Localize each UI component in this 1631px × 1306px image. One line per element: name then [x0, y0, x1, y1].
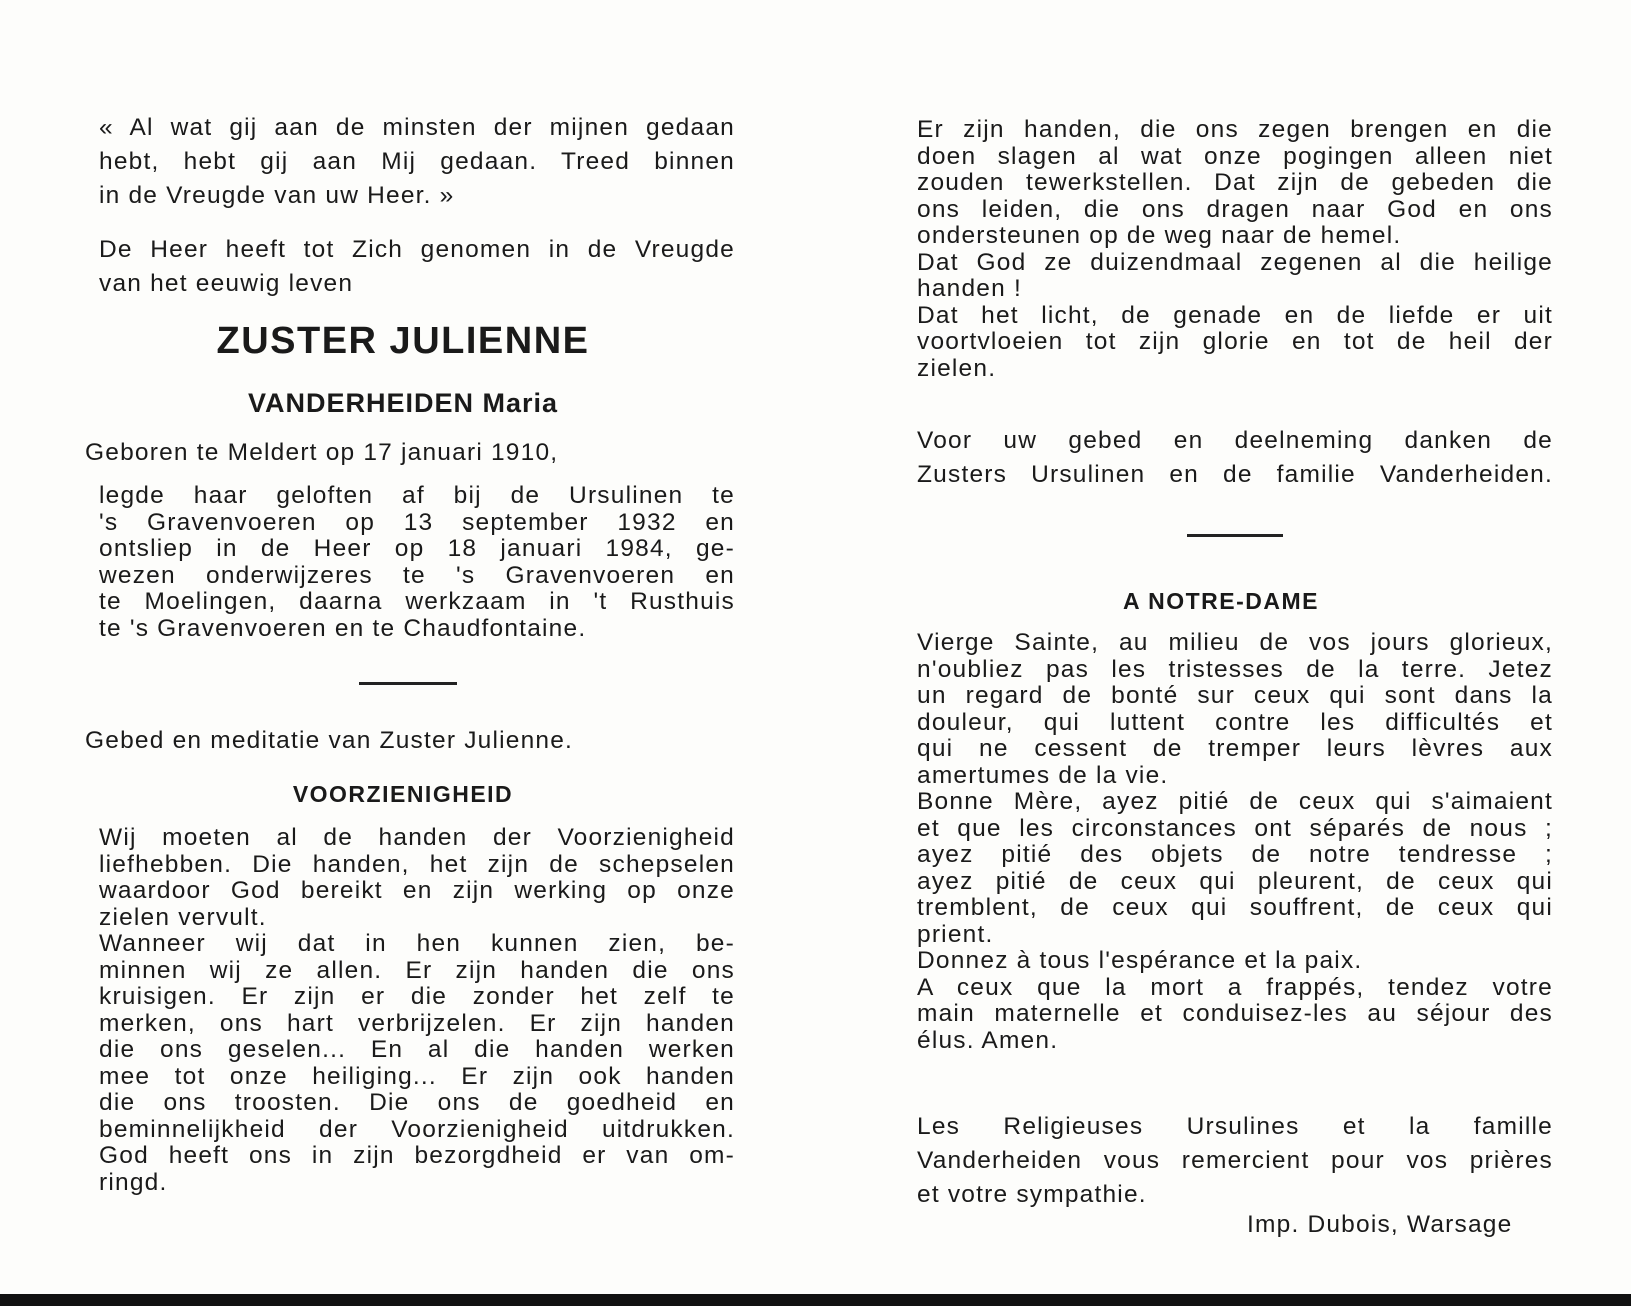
bio-line: te 's Gravenvoeren en te Chaudfontaine. [99, 614, 587, 642]
fr-line: amertumes de la vie. [917, 761, 1169, 789]
thanks-dutch [917, 424, 1553, 492]
prayer-line: Dat God ze duizendmaal zegenen al die heilige [917, 248, 1553, 276]
french-prayer-heading: A NOTRE-DAME [1122, 588, 1320, 614]
prayer-line: zielen vervult. [99, 903, 267, 931]
prayer-line: voortvloeien tot zijn glorie en tot de heil der [917, 328, 1553, 355]
prayer-line: waardoor God bereikt en zijn werking op onze [99, 877, 735, 904]
fr-line: qui ne cessent de tremper leurs lèvres aux [917, 735, 1553, 762]
prayer-line: merken, ons hart verbrijzelen. Er zijn handen [99, 1009, 735, 1037]
thanks-line: Voor uw gebed en deelneming danken de [917, 427, 1553, 454]
fr-line: main maternelle et conduisez-les au séjour des [917, 1000, 1553, 1027]
prayer-text [99, 825, 735, 1196]
french-prayer [917, 630, 1553, 1054]
fr-line: A ceux que la mort a frappés, tendez votre [917, 973, 1553, 1001]
thanks-line: Vanderheiden vous remercient pour vos prières [917, 1147, 1553, 1174]
fr-line: Vierge Sainte, au milieu de vos jours glorieux, [917, 629, 1553, 656]
prayer-line: ondersteunen op de weg naar de hemel. [917, 222, 1402, 249]
prayer-line: Wanneer wij dat in hen kunnen zien, be- [99, 930, 735, 957]
deceased-name-title: ZUSTER JULIENNE [216, 320, 590, 362]
prayer-line: zouden tewerkstellen. Dat zijn de gebeden die [917, 169, 1553, 196]
fr-line: ayez pitié de ceux qui pleurent, de ceux qui [917, 867, 1553, 895]
prayer-line: die ons troosten. Die ons de goedheid en [99, 1089, 735, 1116]
prayer-intro: Gebed en meditatie van Zuster Julienne. [85, 727, 574, 754]
bio-line: 's Gravenvoeren op 13 september 1932 en [99, 508, 735, 536]
intro-line: van het eeuwig leven [99, 270, 354, 297]
fr-line: un regard de bonté sur ceux qui sont dans la [917, 682, 1553, 709]
prayer-line: beminnelijkheid der Voorzienigheid uitdrukken. [99, 1115, 735, 1143]
birth-line: Geboren te Meldert op 17 januari 1910, [85, 439, 559, 466]
prayer-line: mee tot onze heiliging... Er zijn ook handen [99, 1062, 735, 1090]
fr-line: prient. [917, 920, 994, 948]
prayer-line: minnen wij ze allen. Er zijn handen die ons [99, 956, 735, 984]
prayer-continuation [917, 117, 1553, 382]
bio-line: wezen onderwijzeres te 's Gravenvoeren en [99, 561, 735, 589]
quote-line: hebt, hebt gij aan Mij gedaan. Treed binnen [99, 148, 735, 175]
thanks-line: Les Religieuses Ursulines et la famille [917, 1113, 1553, 1140]
biography [99, 483, 735, 642]
fr-line: Donnez à tous l'espérance et la paix. [917, 947, 1363, 974]
fr-line: tremblent, de ceux qui souffrent, de ceux qui [917, 894, 1553, 921]
scan-bottom-edge [0, 1294, 1631, 1306]
printer-credit: Imp. Dubois, Warsage [1247, 1211, 1513, 1238]
bio-line: te Moelingen, daarna werkzaam in 't Rusthuis [99, 588, 735, 615]
intro-line: De Heer heeft tot Zich genomen in de Vreugde [99, 236, 735, 263]
prayer-line: die ons geselen... En al die handen werken [99, 1036, 735, 1063]
prayer-line: ringd. [99, 1168, 168, 1196]
prayer-line: zielen. [917, 354, 997, 382]
prayer-line: God heeft ons in zijn bezorgdheid er van om- [99, 1142, 735, 1169]
thanks-line: et votre sympathie. [917, 1181, 1147, 1208]
intro-text [99, 233, 735, 301]
fr-line: Bonne Mère, ayez pitié de ceux qui s'aimaient [917, 788, 1553, 815]
bio-line: legde haar geloften af bij de Ursulinen te [99, 482, 735, 509]
divider-rule [359, 682, 457, 685]
fr-line: élus. Amen. [917, 1026, 1059, 1054]
prayer-line: Dat het licht, de genade en de liefde er uit [917, 301, 1553, 329]
fr-line: et que les circonstances ont séparés de nous ; [917, 814, 1553, 842]
prayer-line: ons leiden, die ons dragen naar God en ons [917, 195, 1553, 223]
prayer-line: handen ! [917, 275, 1022, 302]
prayer-line: liefhebben. Die handen, het zijn de schepselen [99, 850, 735, 878]
quote-line: « Al wat gij aan de minsten der mijnen gedaan [99, 114, 735, 141]
prayer-heading: VOORZIENIGHEID [292, 781, 514, 807]
fr-line: n'oubliez pas les tristesses de la terre. Jetez [917, 655, 1553, 683]
bible-quote [99, 111, 735, 213]
thanks-line: Zusters Ursulinen en de familie Vanderheiden. [917, 461, 1553, 488]
prayer-line: doen slagen al wat onze pogingen alleen niet [917, 142, 1553, 170]
bio-line: ontsliep in de Heer op 18 januari 1984, ge- [99, 535, 735, 562]
fr-line: douleur, qui luttent contre les difficultés et [917, 708, 1553, 736]
deceased-civil-name: VANDERHEIDEN Maria [247, 388, 559, 418]
thanks-french [917, 1110, 1553, 1212]
prayer-line: Er zijn handen, die ons zegen brengen en die [917, 116, 1553, 143]
divider-rule [1187, 534, 1283, 537]
quote-line: in de Vreugde van uw Heer. » [99, 182, 455, 209]
fr-line: ayez pitié des objets de notre tendresse ; [917, 841, 1553, 868]
prayer-line: Wij moeten al de handen der Voorzienigheid [99, 824, 735, 851]
prayer-line: kruisigen. Er zijn er die zonder het zelf te [99, 983, 735, 1010]
